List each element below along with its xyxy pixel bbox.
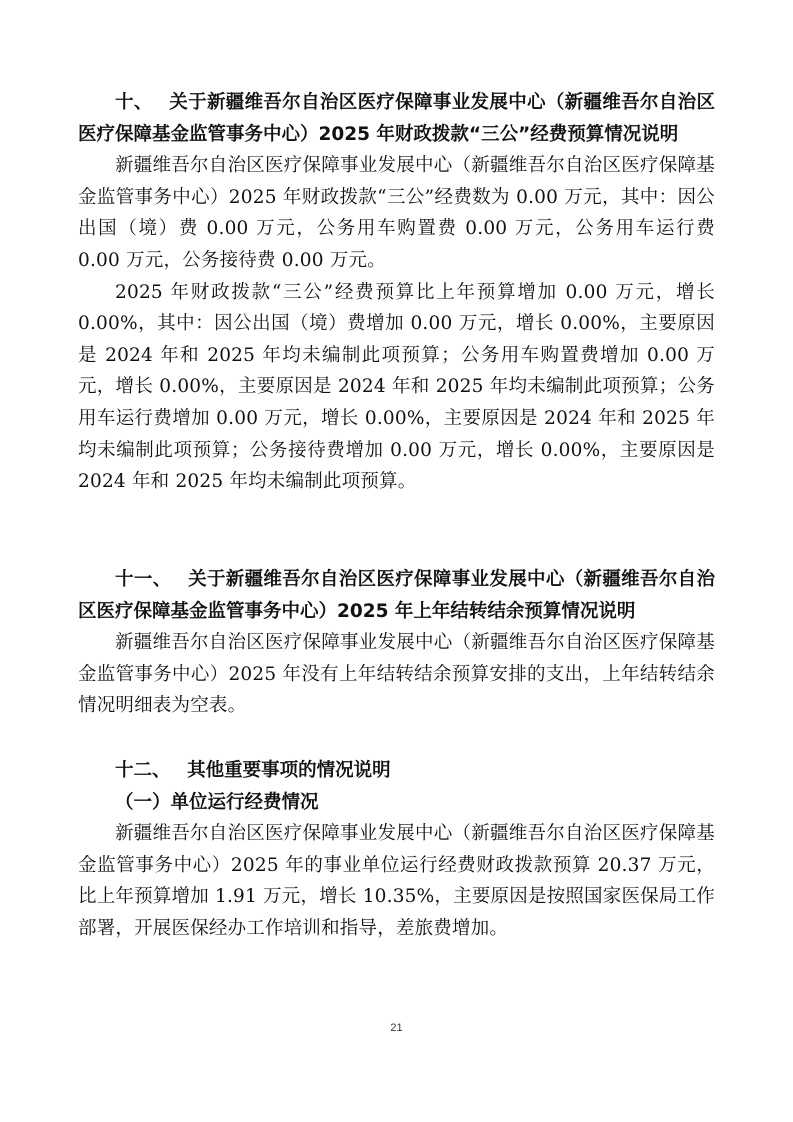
section-12-heading xyxy=(78,755,715,787)
section-12 xyxy=(78,755,715,945)
section-12-title: 其他重要事项的情况说明 xyxy=(187,760,391,781)
section-11-paragraph-1: 新疆维吾尔自治区医疗保障事业发展中心（新疆维吾尔自治区医疗保障基金监管事务中心）2025 年没有上年结转结余预算安排的支出，上年结转结余情况明细表为空表。 xyxy=(78,632,715,717)
section-10-paragraph-1: 新疆维吾尔自治区医疗保障事业发展中心（新疆维吾尔自治区医疗保障基金监管事务中心）2025 年财政拨款“三公”经费数为 0.00 万元，其中：因公出国（境）费 0.00 万元，公务用车购置费 0.00 万元，公务用车运行费 0.00 万元，公务接待费 0.00 万元。 xyxy=(78,155,715,271)
section-11-heading xyxy=(78,564,715,627)
section-10-title: 关于新疆维吾尔自治区医疗保障事业发展中心（新疆维吾尔自治区医疗保障基金监管事务中心）2025 年财政拨款“三公”经费预算情况说明 xyxy=(78,92,715,145)
section-11-number: 十一、 xyxy=(115,569,172,590)
section-10-paragraph-2: 2025 年财政拨款“三公”经费预算比上年预算增加 0.00 万元，增长 0.00%，其中：因公出国（境）费增加 0.00 万元，增长 0.00%，主要原因是 2024 年和 2025 年均未编制此项预算；公务用车购置费增加 0.00 万元，增长 0.00%，主要原因是 2024 年和 2025 年均未编制此项预算；公务用车运行费增加 0.00 万元，增长 0.00%，主要原因是 2024 年和 2025 年均未编制此项预算；公务接待费增加 0.00 万元，增长 0.00%，主要原因是 2024 年和 2025 年均未编制此项预算。 xyxy=(78,281,715,493)
section-10-heading xyxy=(78,87,715,150)
subsection-1-paragraph-1: 新疆维吾尔自治区医疗保障事业发展中心（新疆维吾尔自治区医疗保障基金监管事务中心）2025 年的事业单位运行经费财政拨款预算 20.37 万元，比上年预算增加 1.91 万元，增长 10.35%，主要原因是按照国家医保局工作部署，开展医保经办工作培训和指导，差旅费增加。 xyxy=(78,823,715,939)
section-11-title: 关于新疆维吾尔自治区医疗保障事业发展中心（新疆维吾尔自治区医疗保障基金监管事务中心）2025 年上年结转结余预算情况说明 xyxy=(78,569,715,622)
subsection-1-heading: （一）单位运行经费情况 xyxy=(115,791,319,813)
section-10-number: 十、 xyxy=(115,92,153,113)
section-10 xyxy=(78,87,715,498)
section-12-number: 十二、 xyxy=(115,760,171,781)
section-11 xyxy=(78,564,715,722)
page-number: 21 xyxy=(390,1022,403,1034)
